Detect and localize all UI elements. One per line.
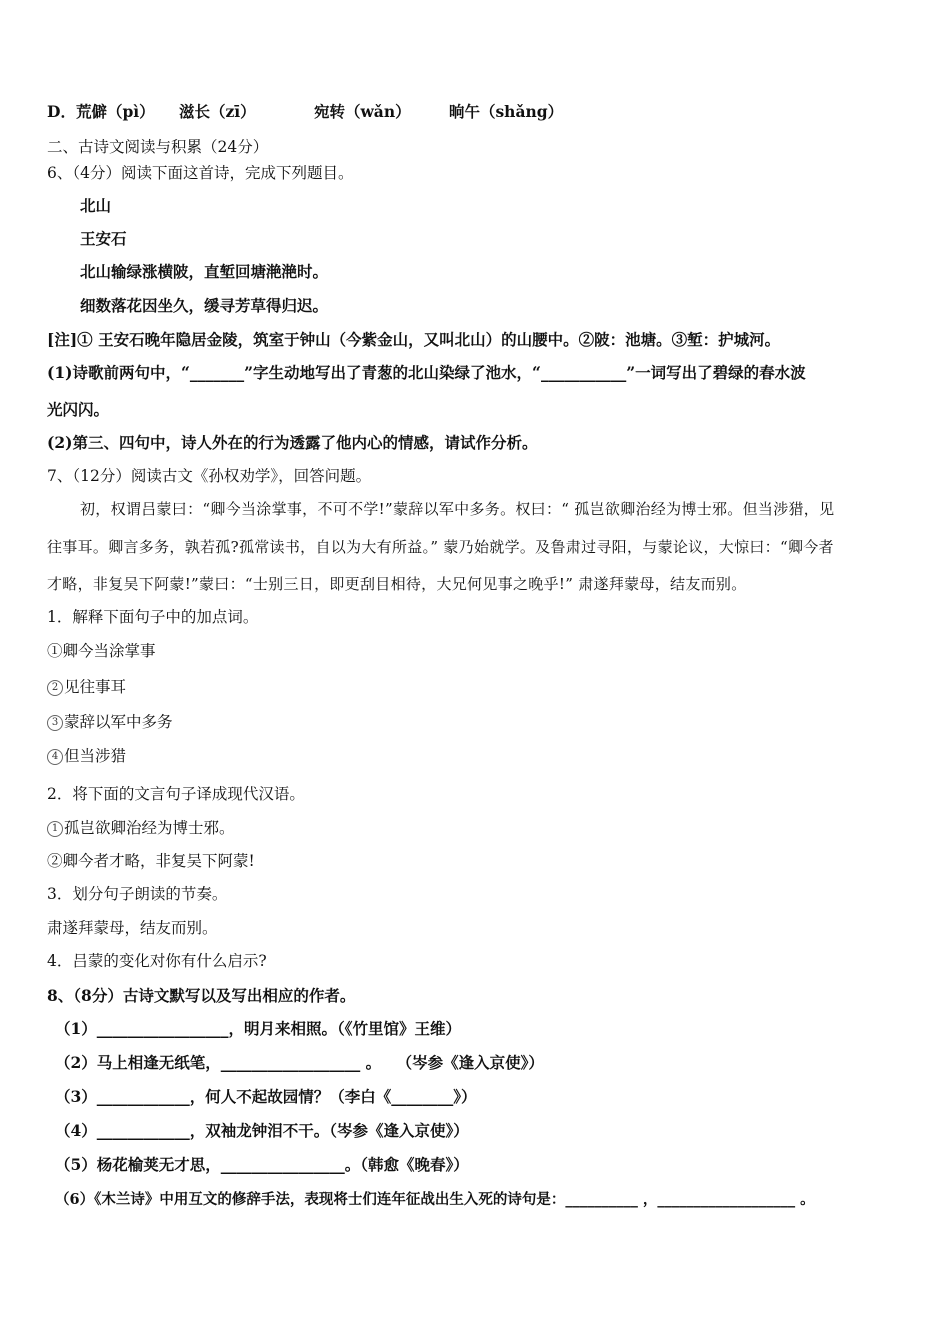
question-6-header: 6、（4分）阅读下面这首诗，完成下列题目。 (47, 164, 354, 182)
sub-question-sentence: 肃遂拜蒙母，结友而别。 (47, 919, 218, 937)
passage-line: 初，权谓吕蒙曰：“卿今当涂掌事，不可不学!”蒙辞以军中多务。权曰：“ 孤岂欲卿治经为博士邪。但当涉猎，见 (80, 500, 835, 518)
item-number: ① (47, 642, 63, 660)
fill-blank-item: （6）《木兰诗》中用互文的修辞手法，表现将士们连年征战出生入死的诗句是：__________ ，___________________ 。 (55, 1191, 815, 1208)
item-text: 卿今当涂掌事 (62, 642, 156, 660)
question-8-header: 8、（8分）古诗文默写以及写出相应的作者。 (47, 986, 356, 1005)
option-d-label: D． (47, 102, 76, 121)
question-6-sub1-cont: 光闪闪。 (47, 400, 110, 419)
question-6-sub1: (1)诗歌前两句中，“_______”字生动地写出了青葱的北山染绿了池水，“___________”一词写出了碧绿的春水波 (47, 363, 806, 382)
fill-blank-item: （4）____________，双袖龙钟泪不干。（岑参《逢入京使》） (55, 1121, 469, 1140)
sub-question-3-header: 3．划分句子朗读的节奏。 (47, 885, 228, 903)
passage-line: 才略，非复吴下阿蒙!”蒙曰：“士别三日，即更刮目相待，大兄何见事之晚乎!” 肃遂拜蒙母，结友而别。 (47, 575, 747, 593)
poem-author: 王安石 (80, 229, 127, 248)
sub-question-item (47, 851, 255, 871)
circled-number: 2 (47, 680, 63, 696)
sub-question-item (47, 677, 126, 697)
passage-line: 往事耳。卿言多务，孰若孤?孤常读书，自以为大有所益。” 蒙乃始就学。及鲁肃过寻阳，与蒙论议，大惊曰：“卿今者 (47, 538, 834, 556)
item-text: 蒙辞以军中多务 (64, 713, 173, 731)
fill-blank-item: （1）_________________，明月来相照。（《竹里馆》王维） (55, 1019, 462, 1038)
sub-question-2-header: 2．将下面的文言句子译成现代汉语。 (47, 785, 305, 803)
fill-blank-item: （2）马上相逢无纸笔，__________________ 。 （岑参《逢入京使》） (55, 1053, 544, 1072)
q5-option-d (47, 102, 563, 122)
item-text: 孤岂欲卿治经为博士邪。 (64, 819, 235, 837)
item-text: 但当涉猎 (64, 747, 127, 765)
option-d-item: 晌午（shǎng） (448, 102, 564, 121)
sub-question-item (47, 712, 173, 732)
circled-number: 1 (47, 821, 63, 837)
item-number: ② (47, 852, 63, 870)
sub-question-item (47, 746, 126, 766)
option-d-item: 宛转（wǎn） (313, 102, 411, 121)
fill-blank-item: （5）杨花榆荚无才思，________________。（韩愈《晚春》） (55, 1155, 469, 1174)
option-d-item: 滋长（zī） (178, 102, 256, 121)
poem-line: 北山输绿涨横陂，直堑回塘滟滟时。 (80, 262, 329, 281)
poem-title: 北山 (80, 196, 112, 215)
question-6-sub2: (2)第三、四句中，诗人外在的行为透露了他内心的情感，请试作分析。 (47, 433, 538, 452)
poem-line: 细数落花因坐久，缓寻芳草得归迟。 (80, 296, 329, 315)
poem-note: [注]① 王安石晚年隐居金陵，筑室于钟山（今紫金山，又叫北山）的山腰中。②陂：池塘。③堑：护城河。 (47, 330, 781, 349)
circled-number: 3 (47, 715, 63, 731)
sub-question-4-header: 4．吕蒙的变化对你有什么启示? (47, 952, 267, 970)
fill-blank-item: （3）____________，何人不起故园情？（李白《________》） (55, 1087, 477, 1106)
question-7-header: 7、（12分）阅读古文《孙权劝学》，回答问题。 (47, 467, 372, 485)
sub-question-item (47, 641, 156, 661)
section-title: 二、古诗文阅读与积累（24分） (47, 138, 269, 156)
item-text: 见往事耳 (64, 678, 127, 696)
item-text: 卿今者才略，非复吴下阿蒙! (62, 852, 255, 870)
option-d-item: 荒僻（pì） (75, 102, 155, 121)
circled-number: 4 (47, 749, 63, 765)
sub-question-item (47, 818, 235, 838)
sub-question-1-header: 1．解释下面句子中的加点词。 (47, 608, 259, 626)
